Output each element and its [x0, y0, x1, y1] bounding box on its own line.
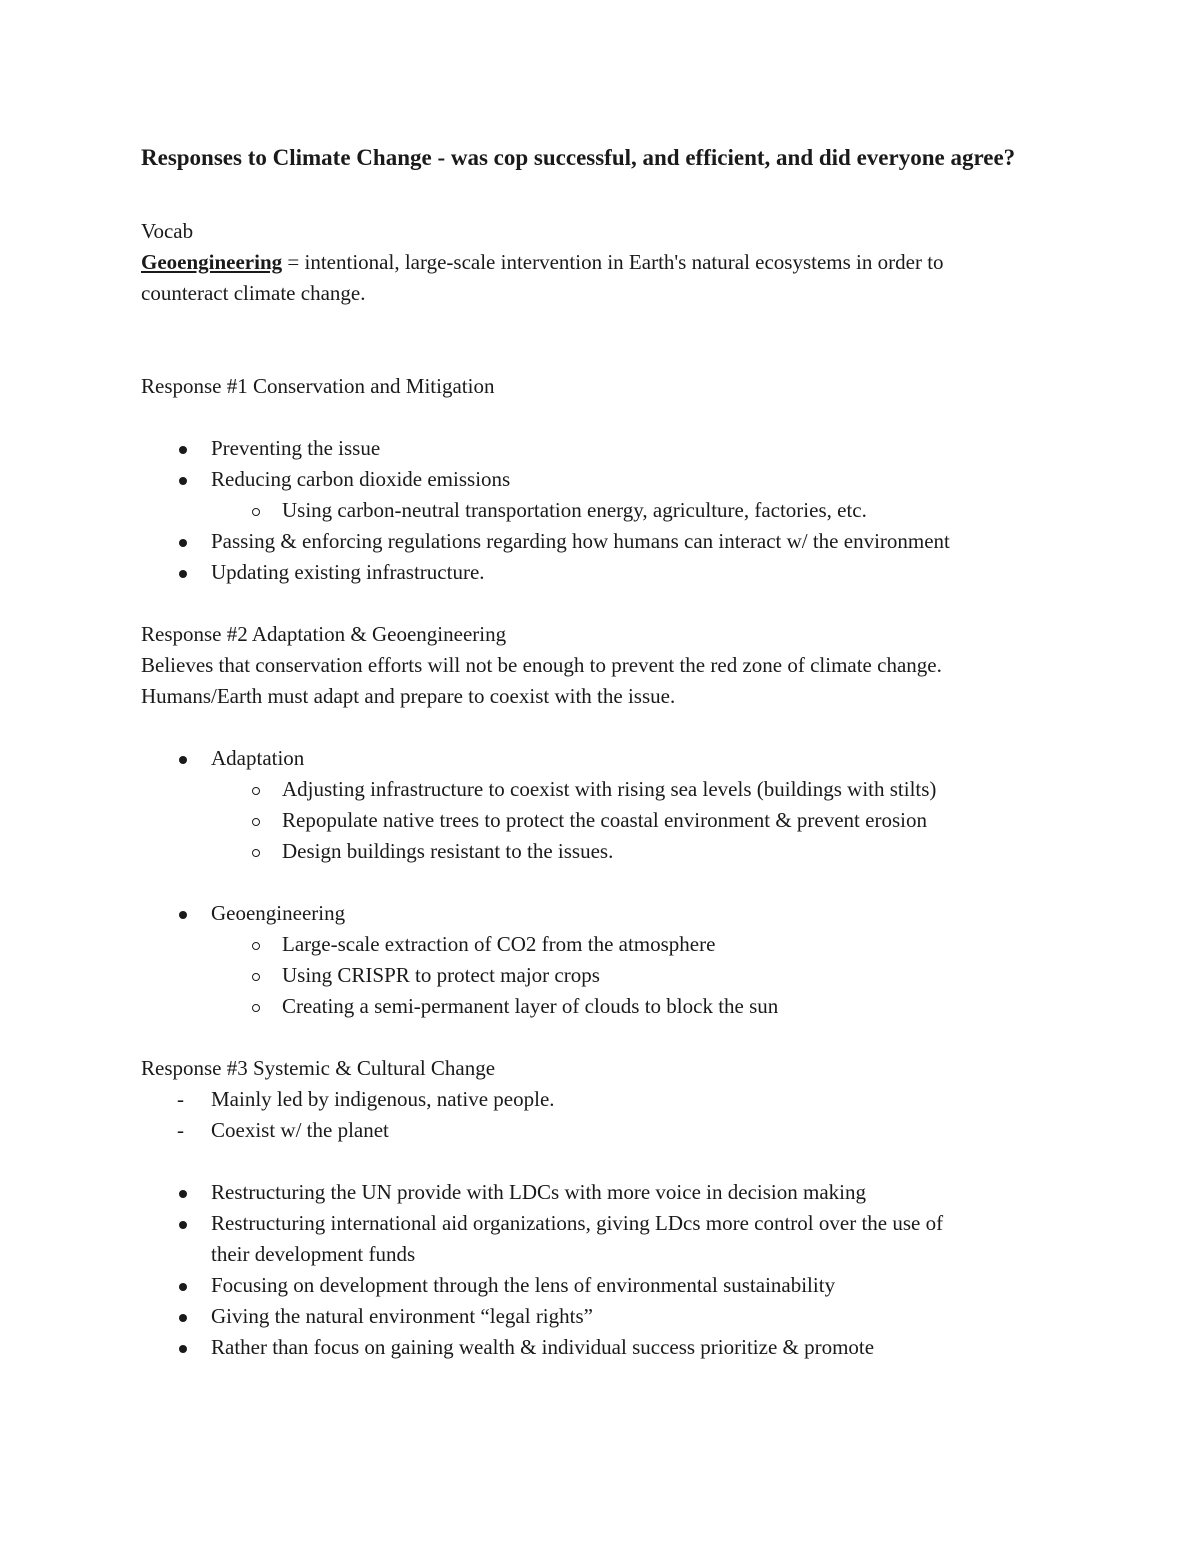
sub-list-item: Large-scale extraction of CO2 from the atmosphere — [141, 929, 1071, 960]
bullet-circle-icon — [252, 787, 260, 795]
list-item-continued: their development funds — [211, 1242, 416, 1266]
list-item: Restructuring the UN provide with LDCs with more voice in decision making — [141, 1177, 1071, 1208]
vocab-heading: Vocab — [141, 219, 194, 243]
response-3-list — [141, 1177, 1071, 1363]
sub-list-item: Design buildings resistant to the issues. — [141, 836, 1071, 867]
response-2-heading: Response #2 Adaptation & Geoengineering — [141, 622, 507, 646]
sub-list-item: Using carbon-neutral transportation energy, agriculture, factories, etc. — [141, 495, 1071, 526]
bullet-dot-icon — [179, 446, 187, 454]
bullet-circle-icon — [252, 818, 260, 826]
sub-list-item: Repopulate native trees to protect the coastal environment & prevent erosion — [141, 805, 1071, 836]
bullet-dot-icon — [179, 570, 187, 578]
list-item: Reducing carbon dioxide emissions — [141, 464, 1071, 495]
bullet-circle-icon — [252, 942, 260, 950]
list-item: Geoengineering — [141, 898, 1071, 929]
bullet-dot-icon — [179, 477, 187, 485]
bullet-circle-icon — [252, 973, 260, 981]
bullet-dot-icon — [179, 911, 187, 919]
vocab-definition-text: = intentional, large-scale intervention in Earth's natural ecosystems in order to — [282, 250, 944, 274]
bullet-circle-icon — [252, 1004, 260, 1012]
response-2-adaptation-list — [141, 743, 1071, 867]
bullet-circle-icon — [252, 849, 260, 857]
list-item: Giving the natural environment “legal rights” — [141, 1301, 1071, 1332]
bullet-dot-icon — [179, 1283, 187, 1291]
response-3-dash-list — [141, 1084, 1071, 1146]
response-2-paragraph-continued: Humans/Earth must adapt and prepare to coexist with the issue. — [141, 684, 676, 708]
response-3-heading: Response #3 Systemic & Cultural Change — [141, 1056, 496, 1080]
bullet-dot-icon — [179, 1221, 187, 1229]
list-item: - Mainly led by indigenous, native people. — [141, 1084, 1071, 1115]
list-item: Restructuring international aid organizations, giving LDcs more control over the use of — [141, 1208, 1071, 1239]
bullet-circle-icon — [252, 508, 260, 516]
vocab-definition — [141, 247, 1071, 278]
list-item: Rather than focus on gaining wealth & individual success prioritize & promote — [141, 1332, 1071, 1363]
list-item: Preventing the issue — [141, 433, 1071, 464]
list-item: Adaptation — [141, 743, 1071, 774]
response-1-heading: Response #1 Conservation and Mitigation — [141, 374, 495, 398]
response-2-geoengineering-list — [141, 898, 1071, 1022]
bullet-dot-icon — [179, 1190, 187, 1198]
dash-bullet-icon: - — [177, 1087, 184, 1111]
list-item: - Coexist w/ the planet — [141, 1115, 1071, 1146]
list-item: Passing & enforcing regulations regarding how humans can interact w/ the environment — [141, 526, 1071, 557]
dash-bullet-icon: - — [177, 1118, 184, 1142]
document-page — [141, 140, 1071, 1363]
response-1-list — [141, 433, 1071, 588]
bullet-dot-icon — [179, 539, 187, 547]
vocab-definition-continued: counteract climate change. — [141, 281, 366, 305]
response-2-paragraph: Believes that conservation efforts will not be enough to prevent the red zone of climate change. — [141, 653, 942, 677]
bullet-dot-icon — [179, 1345, 187, 1353]
bullet-dot-icon — [179, 1314, 187, 1322]
list-item: Focusing on development through the lens of environmental sustainability — [141, 1270, 1071, 1301]
sub-list-item: Using CRISPR to protect major crops — [141, 960, 1071, 991]
vocab-term: Geoengineering — [141, 250, 283, 274]
list-item: Updating existing infrastructure. — [141, 557, 1071, 588]
document-title: Responses to Climate Change - was cop successful, and efficient, and did everyone agree? — [141, 145, 1016, 170]
sub-list-item: Creating a semi-permanent layer of clouds to block the sun — [141, 991, 1071, 1022]
bullet-dot-icon — [179, 756, 187, 764]
sub-list-item: Adjusting infrastructure to coexist with rising sea levels (buildings with stilts) — [141, 774, 1071, 805]
